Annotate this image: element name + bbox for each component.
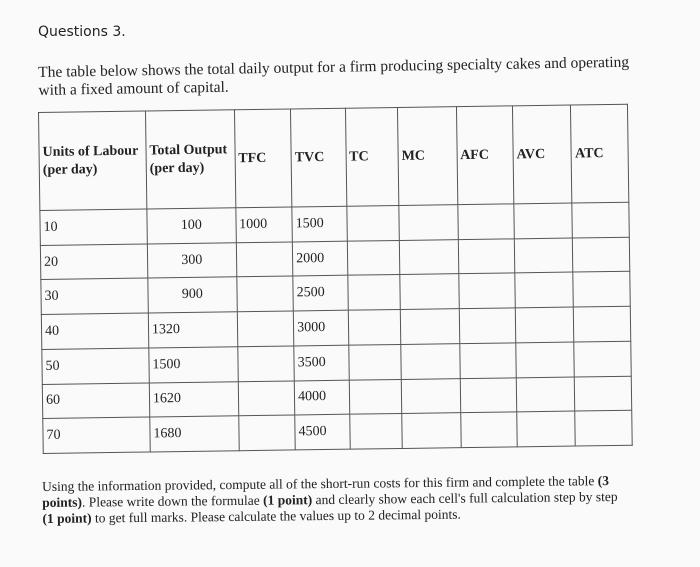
- instructions-part-2: . Please write down the formulae: [81, 492, 264, 510]
- cell-avc[interactable]: [514, 238, 573, 274]
- cost-table: [38, 104, 633, 454]
- cell-labour: 40: [41, 313, 148, 349]
- cell-mc[interactable]: [401, 343, 460, 379]
- cell-output: 1500: [149, 347, 238, 383]
- cell-afc[interactable]: [459, 343, 516, 378]
- cell-tvc: 4500: [295, 414, 350, 450]
- header-afc: AFC: [456, 106, 514, 205]
- cell-labour: 20: [40, 244, 147, 280]
- cell-mc[interactable]: [400, 309, 459, 345]
- cell-tc[interactable]: [348, 344, 401, 379]
- cell-labour: 10: [40, 209, 147, 245]
- instructions-part-1: Using the information provided, compute all of the short-run costs for this firm and complete the table: [42, 473, 598, 494]
- cell-atc[interactable]: [575, 410, 632, 446]
- cell-tfc[interactable]: [238, 380, 295, 415]
- cell-labour: 70: [43, 417, 150, 453]
- cell-atc[interactable]: [574, 341, 631, 376]
- cell-labour: 50: [42, 348, 149, 384]
- instructions-part-3: and clearly show each cell's full calculation step by step: [312, 488, 618, 508]
- cell-output: 1680: [150, 416, 239, 452]
- cell-tfc[interactable]: [237, 346, 294, 381]
- cell-avc[interactable]: [514, 203, 573, 239]
- cell-tc[interactable]: [348, 310, 401, 345]
- cell-labour: 60: [42, 382, 149, 418]
- cell-tvc: 2000: [292, 241, 347, 276]
- points-formulae: (1 point): [262, 492, 313, 508]
- cell-tfc[interactable]: [236, 242, 293, 277]
- cell-avc[interactable]: [515, 272, 574, 308]
- cell-afc[interactable]: [460, 377, 517, 412]
- cell-afc[interactable]: [458, 239, 515, 274]
- question-title: Questions 3.: [38, 24, 126, 40]
- cell-avc[interactable]: [516, 342, 575, 378]
- header-labour: Units of Labour (per day): [39, 111, 147, 210]
- cell-tvc: 3500: [294, 345, 349, 380]
- cell-tfc: 1000: [236, 207, 293, 242]
- cost-table-wrapper: [38, 104, 633, 454]
- cell-atc[interactable]: [575, 376, 632, 411]
- cell-afc[interactable]: [458, 273, 515, 308]
- cell-tc[interactable]: [349, 379, 402, 414]
- cell-mc[interactable]: [399, 205, 458, 241]
- cell-tvc: 4000: [294, 380, 349, 415]
- cell-labour: 30: [41, 278, 148, 314]
- instructions-text: [42, 473, 622, 527]
- cell-tfc[interactable]: [238, 415, 295, 451]
- cell-tfc[interactable]: [237, 311, 294, 346]
- cell-afc[interactable]: [459, 308, 516, 343]
- cell-mc[interactable]: [402, 413, 461, 449]
- points-table: (3 points): [42, 473, 610, 510]
- cell-output: 900: [148, 277, 237, 313]
- cell-mc[interactable]: [400, 274, 459, 310]
- header-atc: ATC: [571, 104, 629, 203]
- cell-output: 300: [147, 242, 236, 278]
- cell-tc[interactable]: [346, 205, 399, 240]
- cell-avc[interactable]: [516, 377, 575, 413]
- cell-afc[interactable]: [457, 204, 514, 239]
- instructions-part-4: to get full marks. Please calculate the values up to 2 decimal points.: [91, 506, 461, 526]
- cell-afc[interactable]: [460, 412, 517, 448]
- table-header-row: [39, 104, 629, 210]
- cell-atc[interactable]: [573, 237, 630, 272]
- cell-atc[interactable]: [572, 202, 629, 237]
- intro-text: The table below shows the total daily output for a firm producing specialty cakes and operating with a fixed amount of capital.: [38, 53, 630, 99]
- cell-tc[interactable]: [347, 275, 400, 310]
- cell-tvc: 1500: [292, 206, 347, 241]
- cell-avc[interactable]: [515, 307, 574, 343]
- cell-output: 100: [147, 208, 236, 244]
- header-mc: MC: [397, 107, 457, 206]
- table-row: [43, 410, 632, 453]
- cell-tvc: 3000: [293, 310, 348, 345]
- cell-atc[interactable]: [574, 306, 631, 341]
- header-tc: TC: [345, 107, 399, 206]
- header-tfc: TFC: [234, 109, 292, 208]
- cell-mc[interactable]: [401, 378, 460, 414]
- cell-tc[interactable]: [349, 414, 402, 450]
- cell-output: 1620: [149, 381, 238, 417]
- cell-atc[interactable]: [573, 272, 630, 307]
- cell-tfc[interactable]: [236, 276, 293, 311]
- cell-mc[interactable]: [399, 239, 458, 275]
- cell-tc[interactable]: [347, 240, 400, 275]
- header-avc: AVC: [512, 105, 572, 204]
- cell-output: 1320: [148, 312, 237, 348]
- cell-tvc: 2500: [293, 276, 348, 311]
- header-tvc: TVC: [291, 108, 347, 207]
- header-total-output: Total Output (per day): [145, 110, 235, 209]
- cell-avc[interactable]: [517, 411, 576, 447]
- points-steps: (1 point): [42, 510, 92, 526]
